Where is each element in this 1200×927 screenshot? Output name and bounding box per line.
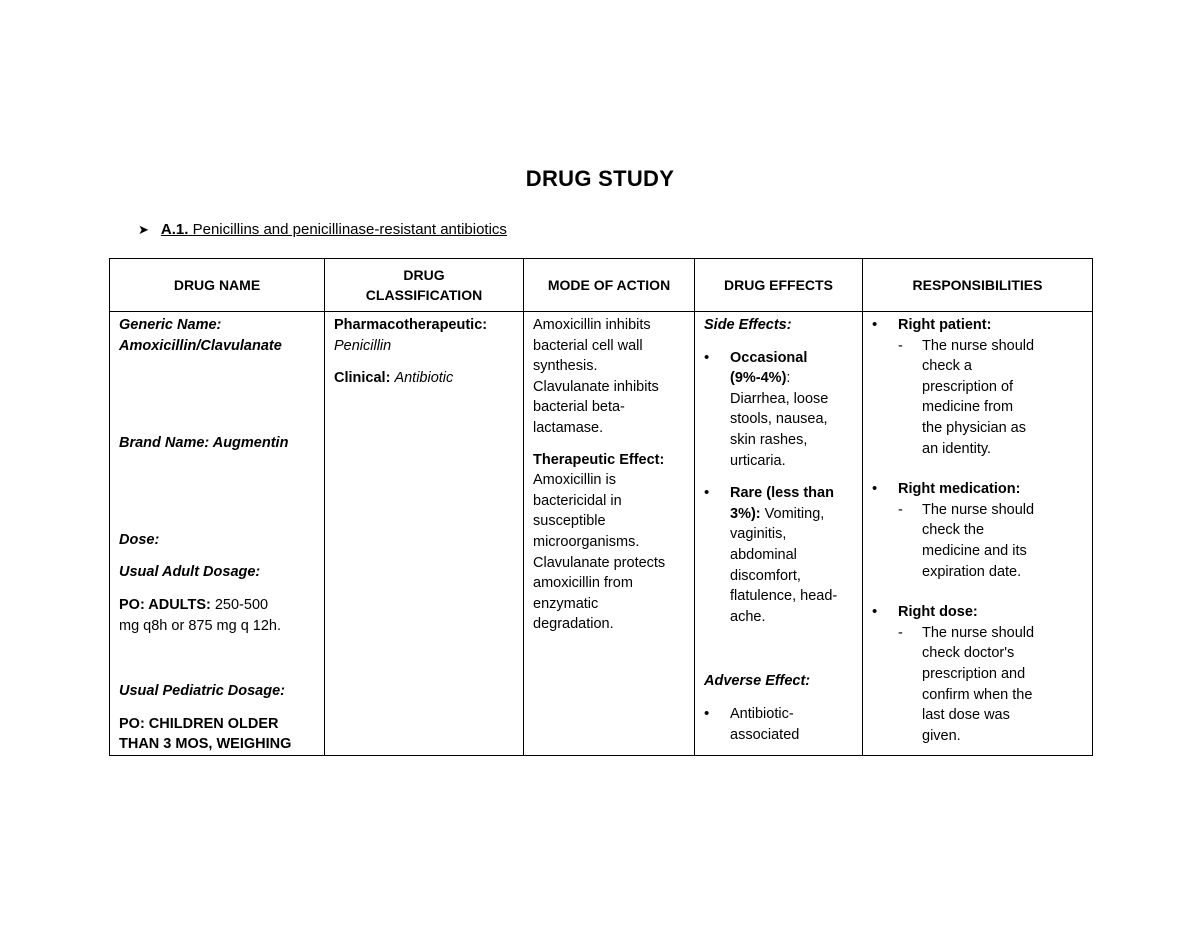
pediatric-dosage-line2: THAN 3 MOS, WEIGHING	[119, 736, 292, 753]
therapeutic-effect-label: Therapeutic Effect:	[533, 451, 665, 468]
list-item-rare: • Rare (less than 3%): Vomiting, vaginitis, abdominal discomfort, flatulence, head- ache.	[704, 483, 856, 627]
therapeutic-effect-line: bactericidal in	[533, 492, 622, 509]
pediatric-dosage-label: Usual Pediatric Dosage:	[119, 683, 285, 700]
header-responsibilities: RESPONSIBILITIES	[863, 259, 1093, 312]
responsibility-item	[872, 602, 1086, 746]
header-drug-effects: DRUG EFFECTS	[695, 259, 863, 312]
generic-name-value: Amoxicillin/Clavulanate	[119, 337, 282, 354]
adult-dosage-label: Usual Adult Dosage:	[119, 564, 261, 581]
section-number: A.1.	[160, 221, 189, 238]
rare-effect-line: flatulence, head-	[730, 588, 838, 605]
cell-drug-name	[110, 312, 325, 756]
mode-of-action-line: bacterial cell wall	[533, 337, 643, 354]
mode-of-action-line: bacterial beta-	[533, 399, 625, 416]
mode-of-action-line: Clavulanate inhibits	[533, 378, 659, 395]
drug-study-table	[109, 258, 1093, 756]
side-effects-label: Side Effects:	[704, 317, 792, 333]
therapeutic-effect-line: Amoxicillin is	[533, 472, 616, 489]
therapeutic-effect-line: amoxicillin from	[533, 575, 633, 592]
responsibility-label: • Right dose:	[898, 604, 978, 621]
section-text: Penicillins and penicillinase-resistant antibiotics	[192, 221, 507, 238]
cell-mode-of-action	[524, 312, 695, 756]
responsibilities-list	[898, 315, 1086, 746]
mode-of-action-line: synthesis.	[533, 358, 598, 375]
page-title: DRUG STUDY	[525, 166, 675, 191]
therapeutic-effect-text	[533, 470, 688, 635]
responsibility-detail: - The nurse should check the medicine and its expiration date.	[896, 500, 1086, 582]
cell-drug-effects	[695, 312, 863, 756]
responsibility-item	[872, 315, 1086, 459]
therapeutic-effect-line: enzymatic	[533, 595, 599, 612]
mode-of-action-line: Amoxicillin inhibits	[533, 317, 651, 333]
adult-dosage-cont: mg q8h or 875 mg q 12h.	[119, 617, 282, 634]
list-item-adverse	[704, 704, 856, 745]
responsibility-label: • Right patient:	[898, 317, 992, 333]
header-drug-name: DRUG NAME	[110, 259, 325, 312]
rare-effect-line: vaginitis,	[730, 526, 787, 543]
table-header-row	[110, 259, 1093, 312]
mode-of-action-text	[533, 315, 688, 439]
adult-dosage: PO: ADULTS: 250-500	[119, 596, 269, 613]
cell-drug-classification	[325, 312, 524, 756]
occasional-effect-line: skin rashes,	[730, 431, 808, 448]
header-drug-classification: DRUG CLASSIFICATION	[325, 259, 524, 312]
clinical-classification: Clinical: Antibiotic	[334, 370, 454, 387]
responsibility-detail: - The nurse should check doctor's prescription and confirm when the last dose was given.	[896, 623, 1086, 747]
occasional-effect-line: urticaria.	[730, 452, 786, 469]
rare-effect-line: ache.	[730, 608, 766, 625]
section-heading	[138, 221, 507, 238]
occasional-effect-line: Diarrhea, loose	[730, 390, 829, 407]
adverse-effect-line: • Antibiotic-	[730, 705, 794, 722]
occasional-effect-line: stools, nausea,	[730, 411, 828, 428]
cell-responsibilities	[863, 312, 1093, 756]
generic-name-label: Generic Name:	[119, 317, 222, 333]
therapeutic-effect-line: susceptible	[533, 513, 606, 530]
adverse-effect-line: associated	[730, 726, 800, 743]
dose-label: Dose:	[119, 531, 160, 548]
therapeutic-effect-line: degradation.	[533, 616, 614, 633]
responsibility-item	[872, 479, 1086, 582]
responsibility-label: • Right medication:	[898, 481, 1021, 498]
adverse-effect-label: Adverse Effect:	[704, 673, 811, 690]
rare-effect-line: discomfort,	[730, 567, 801, 584]
table-row	[110, 312, 1093, 756]
rare-effect-line: abdominal	[730, 546, 797, 563]
pharmacotherapeutic-value: Penicillin	[334, 337, 392, 354]
header-mode-of-action: MODE OF ACTION	[524, 259, 695, 312]
therapeutic-effect-line: Clavulanate protects	[533, 554, 666, 571]
list-item-occasional: • Occasional (9%-4%): Diarrhea, loose stools, nausea, skin rashes, urticaria.	[704, 348, 856, 472]
pediatric-dosage-line1: PO: CHILDREN OLDER	[119, 715, 279, 732]
therapeutic-effect-line: microorganisms.	[533, 533, 640, 550]
arrowhead-bullet-icon: ➤	[138, 221, 149, 237]
brand-name: Brand Name: Augmentin	[119, 435, 289, 452]
responsibility-detail: - The nurse should check a prescription of medicine from the physician as an identity.	[896, 336, 1086, 460]
pharmacotherapeutic-label: Pharmacotherapeutic:	[334, 317, 488, 333]
mode-of-action-line: lactamase.	[533, 419, 604, 436]
